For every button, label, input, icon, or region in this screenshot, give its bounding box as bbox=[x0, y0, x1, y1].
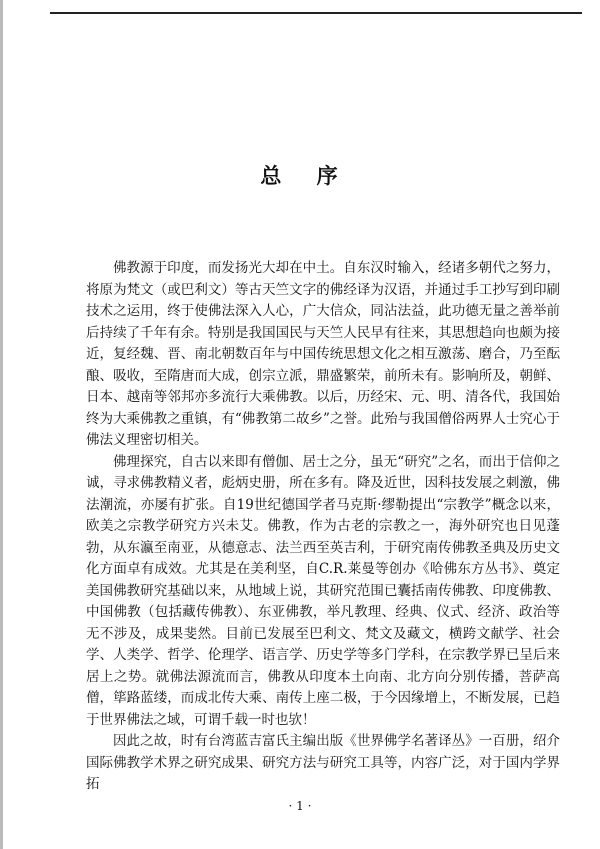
body-text bbox=[86, 258, 560, 796]
page-title: 总 序 bbox=[260, 164, 340, 188]
paragraph-2: 佛理探究，自古以来即有僧伽、居士之分，虽无“研究”之名，而出于信仰之诚，寻求佛教精义者，彪炳史册，所在多有。降及近世，因科技发展之刺激，佛法潮流，亦屡有扩张。自19世纪德国学者马克斯·缪勒提出“宗教学”概念以来，欧美之宗教学研究方兴未艾。佛教，作为古老的宗教之一，海外研究也日见蓬勃，从东瀛至南亚，从德意志、法兰西至英吉利，于研究南传佛教圣典及历史文化方面卓有成效。尤其是在美利坚，自C.R.莱曼等创办《哈佛东方丛书》、奠定美国佛教研究基础以来，从地域上说，其研究范围已囊括南传佛教、印度佛教、中国佛教（包括藏传佛教）、东亚佛教，举凡教理、经典、仪式、经济、政治等无不涉及，成果斐然。目前已发展至巴利文、梵文及藏文，横跨文献学、社会学、人类学、哲学、伦理学、语言学、历史学等多门学科，在宗教学界已呈后来居上之势。就佛法源流而言，佛教从印度本土向南、北方向分别传播，菩萨高僧，筚路蓝缕，而成北传大乘、南传上座二极，于今因缘增上，不断发展，已趋于世界佛法之域，可谓千载一时也欤！ bbox=[86, 453, 560, 728]
header-rule bbox=[50, 12, 582, 14]
paragraph-3: 因此之故，时有台湾蓝吉富氏主编出版《世界佛学名著译丛》一百册，绍介国际佛教学术界之研究成果、研究方法与研究工具等，内容广泛，对于国内学界拓 bbox=[86, 733, 560, 792]
scan-edge-shadow bbox=[0, 0, 3, 849]
paragraph-1: 佛教源于印度，而发扬光大却在中土。自东汉时输入，经诸多朝代之努力，将原为梵文（或巴利文）等古天竺文字的佛经译为汉语，并通过手工抄写到印刷技术之运用，终于使佛法深入人心，广大信众，同沾法益，此功德无量之善举前后持续了千年有余。特别是我国国民与天竺人民早有往来，其思想趋向也颇为接近，复经魏、晋、南北朝数百年与中国传统思想文化之相互激荡、磨合，乃至酝酿、吸收，至隋唐而大成，创宗立派，鼎盛繁荣，前所未有。影响所及，朝鲜、日本、越南等邻邦亦多流行大乘佛教。以后，历经宋、元、明、清各代，我国始终为大乘佛教之重镇，有“佛教第二故乡”之誉。此殆与我国僧俗两界人士究心于佛法义理密切相关。 bbox=[86, 260, 560, 448]
page-number: · 1 · bbox=[288, 799, 312, 813]
